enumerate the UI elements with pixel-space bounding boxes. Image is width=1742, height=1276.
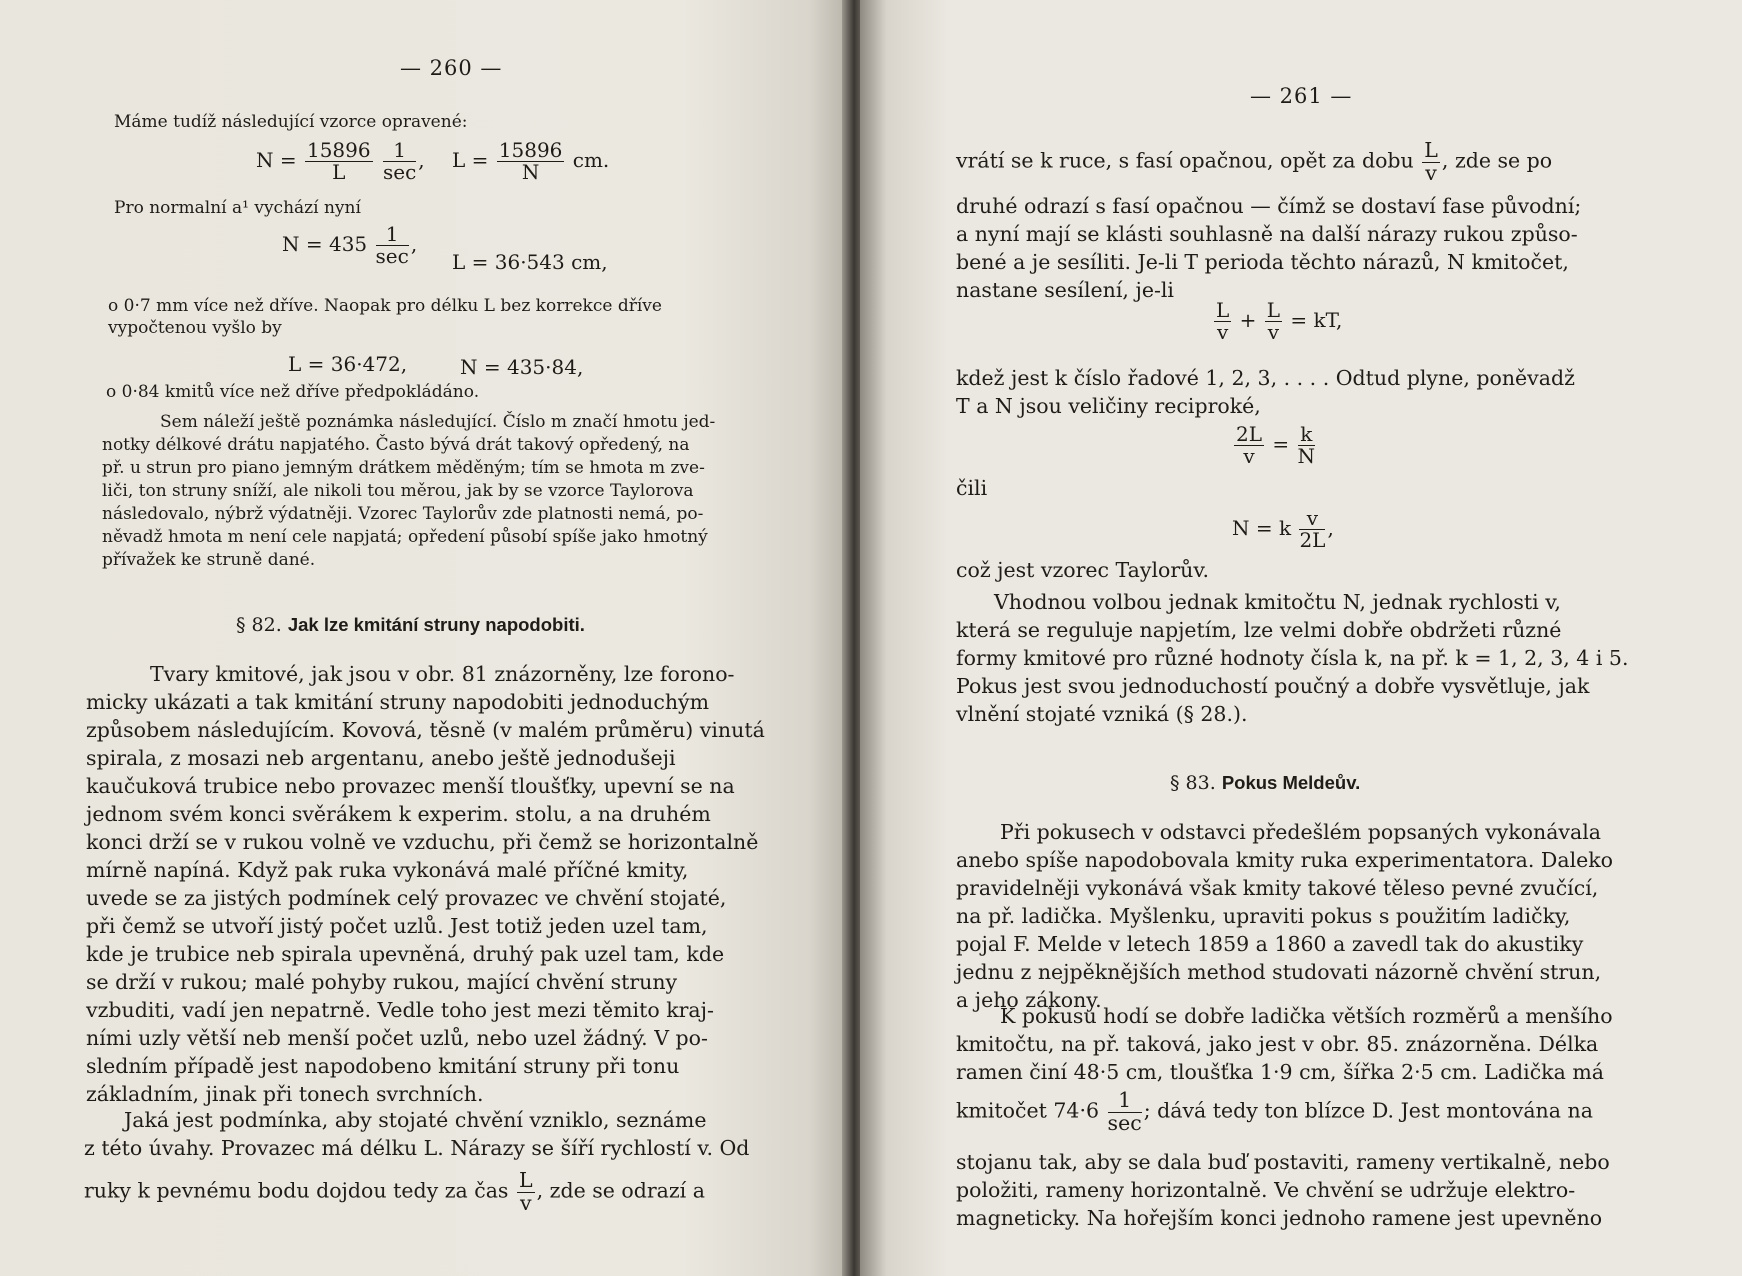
formula-l-36543: L = 36·543 cm, xyxy=(452,250,608,274)
section-heading-82: § 82. Jak lze kmitání struny napodobiti. xyxy=(236,614,585,636)
text-line-fraction: vrátí se k ruce, s fasí opačnou, opět za dobu $\frac{L}{v}$ , zde se po xyxy=(956,138,1553,185)
left-page: — 260 — Máme tudíž následující vzorce opravené: N = $\frac{15896}{L}$ $\frac{1}{\sec}$ , L = $\frac{15896}{N}$ cm. Pro normalní a¹ vychází nyní N = 435 $\frac{1}{\sec}$ , L = 36·543 cm, o 0·7 mm více než dříve. Naopak pro délku L bez korrekce dříve vypočtenou vyšlo by L = 36·472, N = 435·84, o 0·84 kmitů více než dříve předpokládáno. Sem náleží ještě poznámka následující. Číslo m značí hmotu jed- notky délkové drátu napjatého. Často bývá drát takový opředený, na př. u strun pro piano jemným drátkem měděným; tím se hmota m zve- liči, ton struny sníží, ale nikoli tou měrou, jak by se vzorce Taylorova následovalo, nýbrž výdatněji. Vzorec Taylorův zde platnosti nemá, po- něvadž hmota m není cele napjatá; opředení působí spíše jako hmotný přívažek ke struně dané. § 82. Jak lze kmitání struny napodobiti. Tvary kmitové, jak jsou v obr. 81 znázorněny, lze forono- micky ukázati a tak kmitání struny napodobiti jednoduchým způsobem následujícím. Kovová, těsně (v malém průměru) vinutá spirala, z mosazi neb argentanu, anebo ještě jednodušeji kaučuková trubice nebo provazec menší tloušťky, upevní se na jednom svém konci svěrákem k experim. stolu, a na druhém konci drží se v rukou volně ve vzduchu, při čemž se horizontalně mírně napíná. Když pak ruka vykonává malé příčné kmity, uvede se za jistých podmínek celý provazec ve chvění stojaté, při čemž se utvoří jistý počet uzlů. Jest totiž jeden uzel tam, kde je trubice neb spirala upevněná, druhý pak uzel tam, kde se drží v rukou; malé pohyby rukou, mající chvění struny vzbuditi, vadí jen nepatrně. Vedle toho jest mezi těmito kraj- ními uzly větší neb menší počet uzlů, nebo uzel žádný. V po- sledním případě jest napodobeno kmitání struny při tonu základním, jinak při tonech svrchních. Jaká jest podmínka, aby stojaté chvění vzniklo, seznáme z této úvahy. Provazec má délku L. Nárazy se šíří rychlostí v. Od ruky k pevnému bodu dojdou tedy za čas $\frac{L}{v}$ , zde se odrazí a xyxy=(0,0,852,1276)
section-heading-83: § 83. Pokus Meldeův. xyxy=(1170,772,1361,794)
formula-n-43584: N = 435·84, xyxy=(460,355,584,379)
page-number-right: — 261 — xyxy=(1250,84,1353,108)
right-page: — 261 — vrátí se k ruce, s fasí opačnou, opět za dobu $\frac{L}{v}$ , zde se po druhé odrazí s fasí opačnou — čímž se dostaví fase původní; a nyní mají se klásti souhlasně na další nárazy rukou způso- bené a je sesíliti. Je-li T perioda těchto nárazů, N kmitočet, nastane sesílení, je-li $\frac{L}{v}$ + $\frac{L}{v}$ = kT, kdež jest k číslo řadové 1, 2, 3, . . . . Odtud plyne, poněvadž T a N jsou veličiny reciproké, $\frac{2L}{v}$ = $\frac{k}{N}$ čili N = k $\frac{v}{2L}$ , což jest vzorec Taylorův. Vhodnou volbou jednak kmitočtu N, jednak rychlosti v, která se reguluje napjetím, lze velmi dobře obdržeti různé formy kmitové pro různé hodnoty čísla k, na př. k = 1, 2, 3, 4 i 5. Pokus jest svou jednoduchostí poučný a dobře vysvětluje, jak vlnění stojaté vzniká (§ 28.). § 83. Pokus Meldeův. Při pokusech v odstavci předešlém popsaných vykonávala anebo spíše napodobovala kmity ruka experimentatora. Daleko pravidelněji vykonává však kmity takové těleso pevné zvučící, na př. ladička. Myšlenku, upraviti pokus s použitím ladičky, pojal F. Melde v letech 1859 a 1860 a zavedl tak do akustiky jednu z nejpěknějších method studovati názorně chvění strun, a jeho zákony. K pokusu hodí se dobře ladička větších rozměrů a menšího kmitočtu, na př. taková, jako jest v obr. 85. znázorněna. Délka ramen činí 48·5 cm, tloušťka 1·9 cm, šířka 2·5 cm. Ladička má kmitočet 74·6 $\frac{1}{\sec}$ ; dává tedy ton blízce D. Jest montována na stojanu tak, aby se dala buď postaviti, rameny vertikalně, nebo položiti, rameny horizontalně. Ve chvění se udržuje elektro- magneticky. Na hořejším konci jednoho ramene jest upevněno xyxy=(860,0,1742,1276)
page-number-left: — 260 — xyxy=(400,56,503,80)
text-line: kdež jest k číslo řadové 1, 2, 3, . . . . Odtud plyne, poněvadž xyxy=(956,366,1575,390)
formula-taylor: N = k $\frac{v}{2L}$ , xyxy=(1232,506,1334,552)
formula-ratio: $\frac{2L}{v}$ = $\frac{k}{N}$ xyxy=(1236,422,1315,468)
formula-l-36472: L = 36·472, xyxy=(288,352,408,376)
formula-resonance: $\frac{L}{v}$ + $\frac{L}{v}$ = kT, xyxy=(1216,298,1343,344)
text-line: čili xyxy=(956,476,988,500)
text-line-fraction: ruky k pevnému bodu dojdou tedy za čas $\frac{L}{v}$ , zde se odrazí a xyxy=(84,1168,705,1215)
formula-l-left: L = $\frac{15896}{N}$ cm. xyxy=(452,138,610,184)
text-line: což jest vzorec Taylorův. xyxy=(956,558,1210,582)
text-line: vypočtenou vyšlo by xyxy=(108,318,282,338)
text-line: Máme tudíž následující vzorce opravené: xyxy=(114,112,468,132)
formula-n-left: N = $\frac{15896}{L}$ $\frac{1}{\sec}$ , xyxy=(256,138,425,184)
text-line: T a N jsou veličiny reciproké, xyxy=(956,394,1261,418)
text-line: Pro normalní a¹ vychází nyní xyxy=(114,198,361,218)
text-line-fraction: kmitočet 74·6 $\frac{1}{\sec}$ ; dává tedy ton blízce D. Jest montována na xyxy=(956,1088,1593,1135)
text-line: o 0·84 kmitů více než dříve předpokládáno. xyxy=(106,382,480,402)
text-line: o 0·7 mm více než dříve. Naopak pro délku L bez korrekce dříve xyxy=(108,296,662,316)
formula-n-435: N = 435 $\frac{1}{\sec}$ , xyxy=(282,222,418,268)
